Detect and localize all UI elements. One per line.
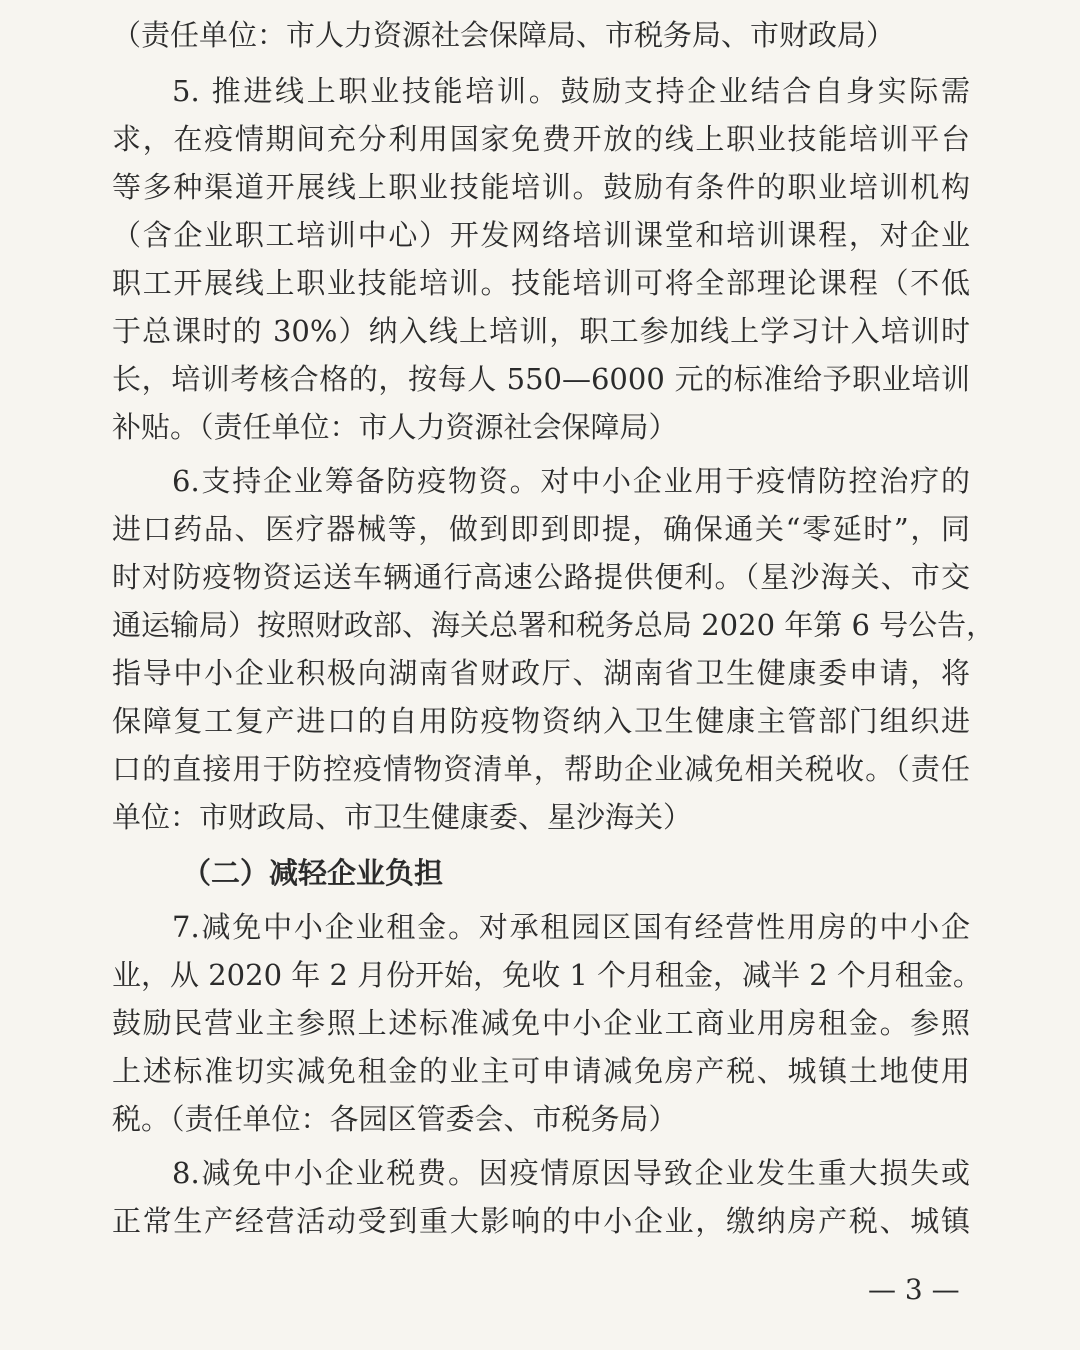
text-line: 单位：市财政局、市卫生健康委、星沙海关） — [112, 800, 693, 834]
text-line: （责任单位：市人力资源社会保障局、市税务局、市财政局） — [112, 18, 896, 52]
text-line: 时对防疫物资运送车辆通行高速公路提供便利。（星沙海关、市交 — [112, 560, 970, 594]
text-line: 通运输局）按照财政部、海关总署和税务总局 2020 年第 6 号公告， — [112, 608, 996, 642]
paragraph-5-line: 5. 推进线上职业技能培训。鼓励支持企业结合自身实际需 — [172, 74, 970, 108]
text-line: 业，从 2020 年 2 月份开始，免收 1 个月租金，减半 2 个月租金。 — [112, 958, 982, 992]
text-line: 求，在疫情期间充分利用国家免费开放的线上职业技能培训平台 — [112, 122, 970, 156]
text-line: 补贴。（责任单位：市人力资源社会保障局） — [112, 410, 678, 444]
paragraph-7-line: 7.减免中小企业租金。对承租园区国有经营性用房的中小企 — [172, 910, 970, 944]
paragraph-6-line: 6.支持企业筹备防疫物资。对中小企业用于疫情防控治疗的 — [172, 464, 970, 498]
text-line: 鼓励民营业主参照上述标准减免中小企业工商业用房租金。参照 — [112, 1006, 970, 1040]
text-line: 职工开展线上职业技能培训。技能培训可将全部理论课程（不低 — [112, 266, 970, 300]
text-line: 进口药品、医疗器械等，做到即到即提，确保通关“零延时”，同 — [112, 512, 970, 546]
text-line: 长，培训考核合格的，按每人 550—6000 元的标准给予职业培训 — [112, 362, 970, 396]
section-heading: （二）减轻企业负担 — [182, 856, 444, 890]
text-line: 上述标准切实减免租金的业主可申请减免房产税、城镇土地使用 — [112, 1054, 970, 1088]
text-line: 于总课时的 30%）纳入线上培训，职工参加线上学习计入培训时 — [112, 314, 970, 348]
text-line: 口的直接用于防控疫情物资清单，帮助企业减免相关税收。（责任 — [112, 752, 970, 786]
page-number: — 3 — — [868, 1273, 960, 1306]
text-line: 指导中小企业积极向湖南省财政厅、湖南省卫生健康委申请，将 — [112, 656, 970, 690]
text-line: 保障复工复产进口的自用防疫物资纳入卫生健康主管部门组织进 — [112, 704, 970, 738]
paragraph-8-line: 8.减免中小企业税费。因疫情原因导致企业发生重大损失或 — [172, 1156, 970, 1190]
text-line: 正常生产经营活动受到重大影响的中小企业，缴纳房产税、城镇 — [112, 1204, 970, 1238]
text-line: 等多种渠道开展线上职业技能培训。鼓励有条件的职业培训机构 — [112, 170, 970, 204]
text-line: （含企业职工培训中心）开发网络培训课堂和培训课程，对企业 — [112, 218, 970, 252]
text-line: 税。（责任单位：各园区管委会、市税务局） — [112, 1102, 678, 1136]
